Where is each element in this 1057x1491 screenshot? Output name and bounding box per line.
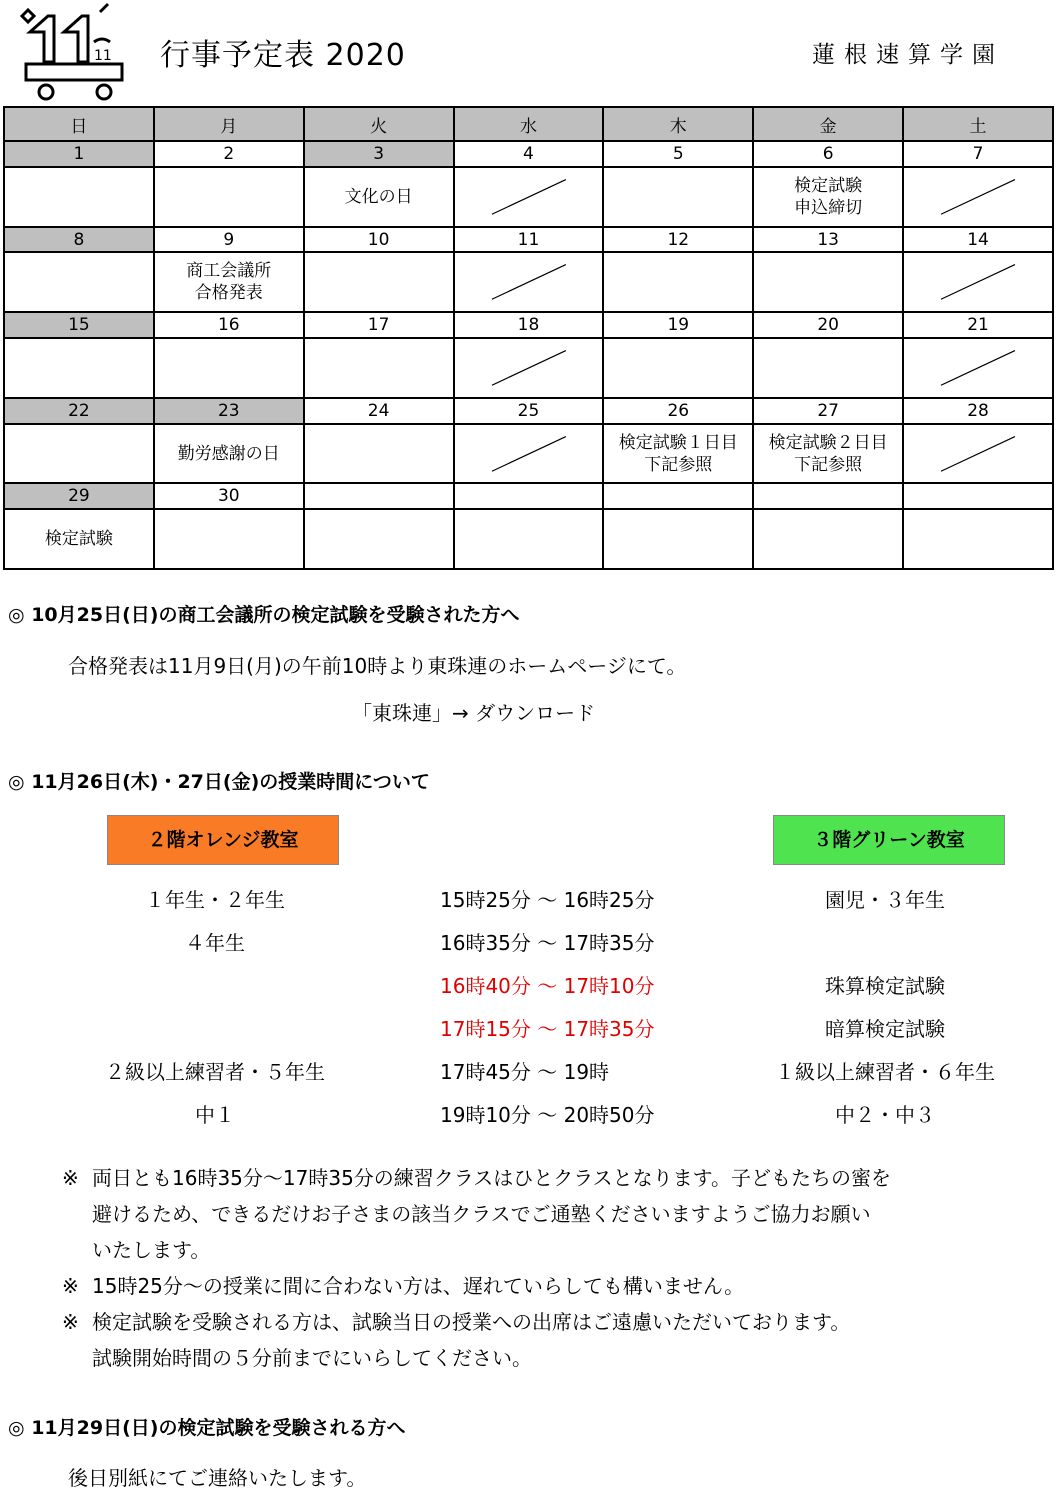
- note-line: 試験開始時間の５分前までにいらしてください。: [92, 1346, 532, 1370]
- day-event: [4, 424, 154, 484]
- day-number: 22: [4, 398, 154, 424]
- day-number: 15: [4, 312, 154, 338]
- day-event: [4, 338, 154, 398]
- day-event: [4, 509, 154, 569]
- no-class-slash: [903, 338, 1053, 398]
- day-event-line: 合格発表: [194, 283, 263, 304]
- weekday-header: 水: [454, 107, 604, 141]
- day-event: [753, 424, 903, 484]
- no-class-slash: [903, 167, 1053, 227]
- day-event: [603, 509, 753, 569]
- schedule-left-group: ４年生: [185, 931, 245, 955]
- logo: [20, 2, 132, 102]
- day-number: 13: [753, 227, 903, 253]
- day-number: 26: [603, 398, 753, 424]
- slash-icon: [904, 253, 1052, 311]
- day-event: [154, 252, 304, 312]
- day-event: [304, 252, 454, 312]
- schedule-right-group: 中２・中３: [835, 1103, 935, 1127]
- weekday-header: 木: [603, 107, 753, 141]
- weekday-header: 金: [753, 107, 903, 141]
- no-class-slash: [903, 252, 1053, 312]
- day-event: [603, 252, 753, 312]
- day-number: 2: [154, 141, 304, 167]
- day-number: 30: [154, 483, 304, 509]
- day-event: [903, 509, 1053, 569]
- slash-icon: [455, 339, 603, 397]
- day-event: [454, 509, 604, 569]
- schedule-right-group: 珠算検定試験: [825, 974, 945, 998]
- day-number: 4: [454, 141, 604, 167]
- day-number: [753, 483, 903, 509]
- day-number: [304, 483, 454, 509]
- schedule-right-group: １級以上練習者・６年生: [775, 1060, 995, 1084]
- day-number: 6: [753, 141, 903, 167]
- schedule-time: 17時15分 ～ 17時35分: [440, 1017, 655, 1041]
- note-line: 検定試験を受験される方は、試験当日の授業への出席はご遠慮いただいております。: [92, 1310, 851, 1334]
- no-class-slash: [454, 424, 604, 484]
- day-event-line: 勤労感謝の日: [177, 443, 280, 464]
- day-event: [154, 424, 304, 484]
- note-mark: ※: [62, 1274, 79, 1298]
- day-number: 18: [454, 312, 604, 338]
- day-event-line: 商工会議所: [186, 261, 272, 282]
- day-number: [454, 483, 604, 509]
- section3-heading: ◎ 11月29日(日)の検定試験を受験される方へ: [8, 1417, 406, 1439]
- weekday-header: 日: [4, 107, 154, 141]
- no-class-slash: [903, 424, 1053, 484]
- section1-heading: ◎ 10月25日(日)の商工会議所の検定試験を受験された方へ: [8, 604, 520, 626]
- schedule-time: 17時45分 ～ 19時: [440, 1060, 610, 1084]
- day-number: 5: [603, 141, 753, 167]
- note-mark: ※: [62, 1310, 79, 1334]
- logo-text: 11: [94, 48, 112, 64]
- day-event-line: 下記参照: [644, 454, 713, 475]
- day-event: [603, 167, 753, 227]
- slash-icon: [455, 425, 603, 483]
- slash-icon: [455, 253, 603, 311]
- schedule-left-group: 中１: [195, 1103, 235, 1127]
- slash-icon: [904, 168, 1052, 226]
- day-event: [154, 509, 304, 569]
- day-number: 20: [753, 312, 903, 338]
- calendar-table: [3, 106, 1054, 570]
- weekday-header: 火: [304, 107, 454, 141]
- no-class-slash: [454, 252, 604, 312]
- room-green-label: ３階グリーン教室: [773, 815, 1005, 865]
- day-number: 24: [304, 398, 454, 424]
- day-number: 8: [4, 227, 154, 253]
- page-title: 行事予定表 2020: [160, 38, 406, 73]
- day-event: [4, 252, 154, 312]
- school-name: 蓮根速算学園: [812, 42, 1004, 68]
- day-number: [903, 483, 1053, 509]
- schedule-time: 15時25分 ～ 16時25分: [440, 888, 655, 912]
- day-event: [304, 509, 454, 569]
- day-event-line: 検定試験２日目: [768, 432, 888, 453]
- weekday-header: 月: [154, 107, 304, 141]
- no-class-slash: [454, 338, 604, 398]
- room-orange-label: ２階オレンジ教室: [107, 815, 339, 865]
- day-event-line: 下記参照: [794, 454, 863, 475]
- day-number: [603, 483, 753, 509]
- day-event: [304, 424, 454, 484]
- day-event: [154, 167, 304, 227]
- schedule-right-group: 暗算検定試験: [825, 1017, 945, 1041]
- day-number: 14: [903, 227, 1053, 253]
- day-number: 12: [603, 227, 753, 253]
- day-number: 7: [903, 141, 1053, 167]
- day-number: 17: [304, 312, 454, 338]
- schedule-time: 16時35分 ～ 17時35分: [440, 931, 655, 955]
- schedule-left-group: ２級以上練習者・５年生: [105, 1060, 325, 1084]
- day-number: 27: [753, 398, 903, 424]
- day-number: 28: [903, 398, 1053, 424]
- section2-heading: ◎ 11月26日(木)・27日(金)の授業時間について: [8, 771, 430, 793]
- day-number: 10: [304, 227, 454, 253]
- day-number: 23: [154, 398, 304, 424]
- schedule-right-group: 園児・３年生: [825, 888, 945, 912]
- day-event: [304, 167, 454, 227]
- day-number: 11: [454, 227, 604, 253]
- day-event: [603, 424, 753, 484]
- section1-line2: 「東珠連」→ ダウンロード: [352, 701, 596, 725]
- day-event-line: 申込締切: [794, 197, 863, 218]
- note-mark: ※: [62, 1166, 79, 1190]
- note-line: 避けるため、できるだけお子さまの該当クラスでご通塾くださいますようご協力お願い: [92, 1202, 871, 1226]
- section1-line1: 合格発表は11月9日(月)の午前10時より東珠連のホームページにて。: [68, 654, 687, 678]
- section3-line1: 後日別紙にてご連絡いたします。: [68, 1466, 367, 1490]
- day-event-line: 検定試験１日目: [618, 432, 738, 453]
- slash-icon: [904, 339, 1052, 397]
- day-event: [753, 338, 903, 398]
- day-number: 19: [603, 312, 753, 338]
- day-event-line: 検定試験: [44, 529, 113, 550]
- slash-icon: [904, 425, 1052, 483]
- day-event: [753, 509, 903, 569]
- day-number: 9: [154, 227, 304, 253]
- note-line: いたします。: [92, 1238, 211, 1262]
- day-event-line: 検定試験: [794, 175, 863, 196]
- note-line: 15時25分～の授業に間に合わない方は、遅れていらしても構いません。: [92, 1274, 745, 1298]
- day-number: 16: [154, 312, 304, 338]
- weekday-header: 土: [903, 107, 1053, 141]
- day-event: [4, 167, 154, 227]
- day-event-line: 文化の日: [344, 186, 413, 207]
- schedule-time: 16時40分 ～ 17時10分: [440, 974, 655, 998]
- day-number: 25: [454, 398, 604, 424]
- schedule-time: 19時10分 ～ 20時50分: [440, 1103, 655, 1127]
- slash-icon: [455, 168, 603, 226]
- no-class-slash: [454, 167, 604, 227]
- day-number: 21: [903, 312, 1053, 338]
- day-number: 29: [4, 483, 154, 509]
- note-line: 両日とも16時35分～17時35分の練習クラスはひとクラスとなります。子どもたちの蜜を: [92, 1166, 891, 1190]
- day-event: [753, 252, 903, 312]
- day-event: [304, 338, 454, 398]
- day-number: 1: [4, 141, 154, 167]
- day-event: [603, 338, 753, 398]
- day-number: 3: [304, 141, 454, 167]
- day-event: [154, 338, 304, 398]
- day-event: [753, 167, 903, 227]
- schedule-left-group: １年生・２年生: [145, 888, 285, 912]
